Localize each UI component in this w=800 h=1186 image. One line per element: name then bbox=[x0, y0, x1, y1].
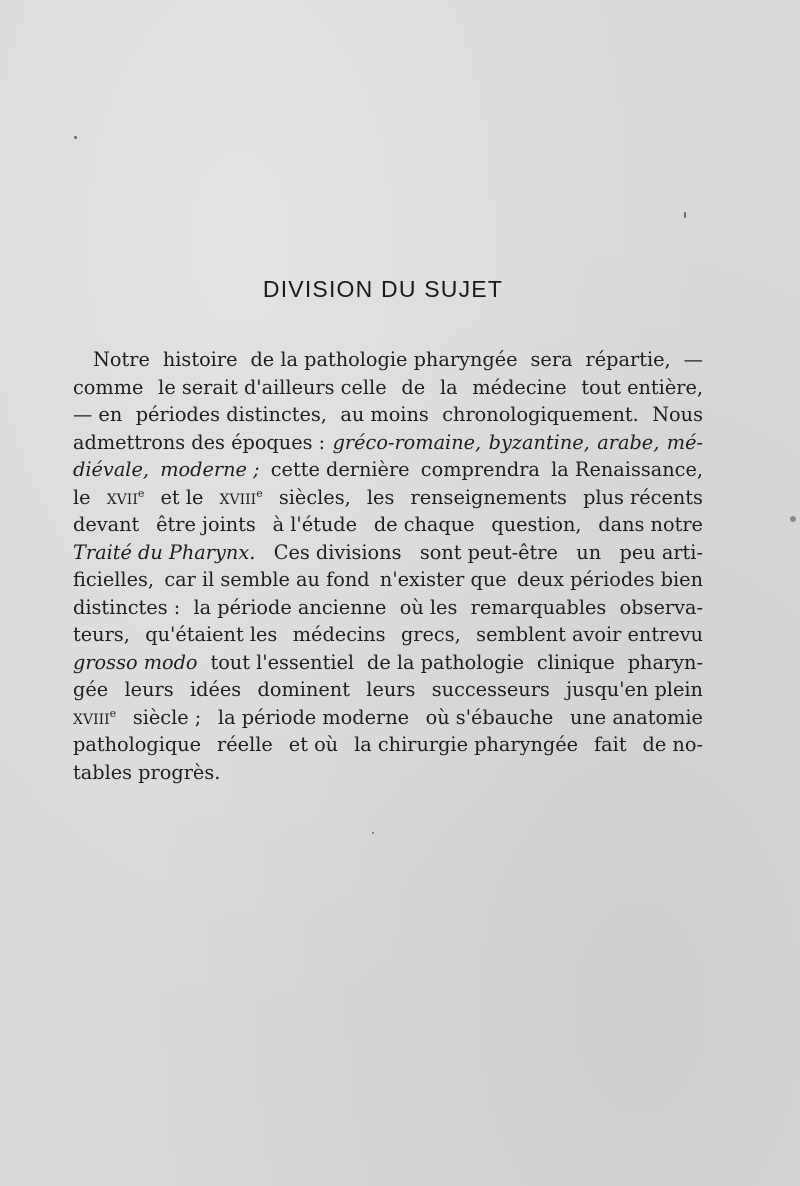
text-span: peu arti- bbox=[619, 540, 703, 564]
text-line bbox=[73, 676, 703, 704]
text-span: le serait d'ailleurs celle bbox=[158, 375, 387, 399]
text-span: Ces divisions bbox=[273, 540, 402, 564]
text-span: n'exister que bbox=[379, 568, 507, 591]
text-span: où s'ébauche bbox=[425, 705, 554, 729]
text-span: semblent avoir entrevu bbox=[476, 623, 703, 646]
text-span: dans notre bbox=[598, 513, 703, 536]
text-span: gée bbox=[73, 678, 109, 701]
text-line bbox=[73, 456, 703, 484]
text-span: la Renaissance, bbox=[551, 458, 703, 481]
text-span: observa- bbox=[619, 595, 703, 619]
text-span: histoire bbox=[162, 348, 238, 371]
text-span: idées bbox=[189, 678, 242, 701]
text-span: renseignements bbox=[410, 485, 567, 509]
text-line bbox=[73, 566, 703, 594]
italic-span: mé- bbox=[666, 430, 703, 454]
italic-span: byzantine, bbox=[488, 430, 590, 454]
text-span: — bbox=[683, 348, 703, 371]
text-span: réelle bbox=[217, 733, 273, 756]
text-span: Nous bbox=[652, 403, 703, 426]
text-span: répartie, bbox=[585, 348, 671, 371]
text-span: une anatomie bbox=[569, 705, 703, 729]
text-line bbox=[73, 539, 703, 567]
text-span: remarquables bbox=[470, 595, 607, 619]
century-numeral bbox=[220, 484, 263, 512]
roman-numeral: xvii bbox=[106, 485, 138, 509]
text-span: être joints bbox=[156, 513, 256, 536]
text-line bbox=[73, 374, 703, 402]
text-span: sont peut-être bbox=[419, 540, 558, 564]
text-span: jusqu'en plein bbox=[566, 678, 703, 701]
text-line bbox=[73, 649, 703, 677]
paper-speck bbox=[74, 136, 77, 139]
text-span: leurs bbox=[124, 678, 174, 701]
text-span: chronologiquement. bbox=[442, 403, 639, 426]
text-span: clinique bbox=[536, 650, 615, 674]
paper-speck bbox=[790, 516, 796, 522]
text-span: siècles, bbox=[278, 485, 351, 509]
text-span: qu'étaient les bbox=[145, 623, 278, 646]
text-span: le bbox=[73, 485, 91, 509]
text-span: au moins bbox=[340, 403, 429, 426]
text-line bbox=[73, 484, 703, 512]
text-line bbox=[73, 731, 703, 759]
text-span: leurs bbox=[366, 678, 416, 701]
text-span: Notre bbox=[93, 348, 150, 371]
text-span: la bbox=[439, 375, 458, 399]
text-span: comprendra bbox=[420, 458, 540, 481]
text-span: devant bbox=[73, 513, 140, 536]
text-line bbox=[73, 759, 703, 787]
text-span: de la pathologie bbox=[367, 650, 524, 674]
text-span: distinctes : bbox=[73, 595, 181, 619]
text-span: comme bbox=[73, 375, 144, 399]
text-span: de chaque bbox=[373, 513, 475, 536]
roman-numeral: xviii bbox=[73, 705, 110, 729]
text-span: pharyn- bbox=[627, 650, 703, 674]
text-span: la période moderne bbox=[217, 705, 410, 729]
paper-speck bbox=[372, 832, 374, 834]
superscript: e bbox=[256, 486, 263, 500]
text-span: et où bbox=[288, 733, 339, 756]
text-span: la chirurgie pharyngée bbox=[354, 733, 579, 756]
text-span: grecs, bbox=[400, 623, 461, 646]
text-span: à l'étude bbox=[272, 513, 358, 536]
text-span: fait bbox=[594, 733, 627, 756]
paper-speck bbox=[684, 212, 686, 218]
text-span: siècle ; bbox=[132, 705, 202, 729]
text-span: ficielles, bbox=[73, 568, 155, 591]
text-span: cette dernière bbox=[270, 458, 410, 481]
text-span: admettrons des époques : bbox=[73, 430, 326, 454]
body-paragraph bbox=[73, 346, 703, 786]
text-span: question, bbox=[491, 513, 582, 536]
text-span: successeurs bbox=[431, 678, 550, 701]
text-line bbox=[73, 511, 703, 539]
text-span: tout entière, bbox=[581, 375, 703, 399]
text-span: plus récents bbox=[583, 485, 703, 509]
text-span: teurs, bbox=[73, 623, 130, 646]
text-span: de bbox=[401, 375, 426, 399]
italic-span: diévale, bbox=[73, 458, 150, 481]
italic-span: grosso modo bbox=[73, 650, 198, 674]
text-span: médecine bbox=[472, 375, 567, 399]
italic-span: gréco-romaine, bbox=[332, 430, 482, 454]
text-span: dominent bbox=[257, 678, 350, 701]
text-span: deux périodes bien bbox=[516, 568, 703, 591]
text-span: — en bbox=[73, 403, 123, 426]
italic-span: Traité du Pharynx. bbox=[73, 540, 256, 564]
italic-span: moderne ; bbox=[160, 458, 260, 481]
text-span: la période ancienne bbox=[193, 595, 387, 619]
text-span: les bbox=[366, 485, 395, 509]
italic-span: arabe, bbox=[597, 430, 660, 454]
text-span: périodes distinctes, bbox=[135, 403, 327, 426]
superscript: e bbox=[137, 486, 145, 500]
text-span: et le bbox=[160, 485, 204, 509]
text-line bbox=[73, 429, 703, 457]
century-numeral bbox=[73, 704, 116, 732]
text-line bbox=[73, 346, 703, 374]
roman-numeral: xviii bbox=[219, 485, 257, 509]
text-span: pathologique bbox=[73, 733, 202, 756]
century-numeral bbox=[107, 484, 145, 512]
section-heading: DIVISION DU SUJET bbox=[262, 276, 504, 302]
text-span: où les bbox=[399, 595, 458, 619]
text-span: tables progrès. bbox=[73, 760, 221, 784]
text-span: un bbox=[576, 540, 602, 564]
text-span: médecins bbox=[292, 623, 386, 646]
text-line bbox=[73, 621, 703, 649]
text-span: car il semble au fond bbox=[164, 568, 370, 591]
text-span: de no- bbox=[642, 733, 703, 756]
superscript: e bbox=[109, 706, 117, 720]
text-span: de la pathologie pharyngée bbox=[250, 348, 518, 371]
text-span: sera bbox=[530, 348, 573, 371]
text-line bbox=[73, 401, 703, 429]
text-span: tout l'essentiel bbox=[210, 650, 355, 674]
text-line bbox=[73, 704, 703, 732]
text-line bbox=[73, 594, 703, 622]
